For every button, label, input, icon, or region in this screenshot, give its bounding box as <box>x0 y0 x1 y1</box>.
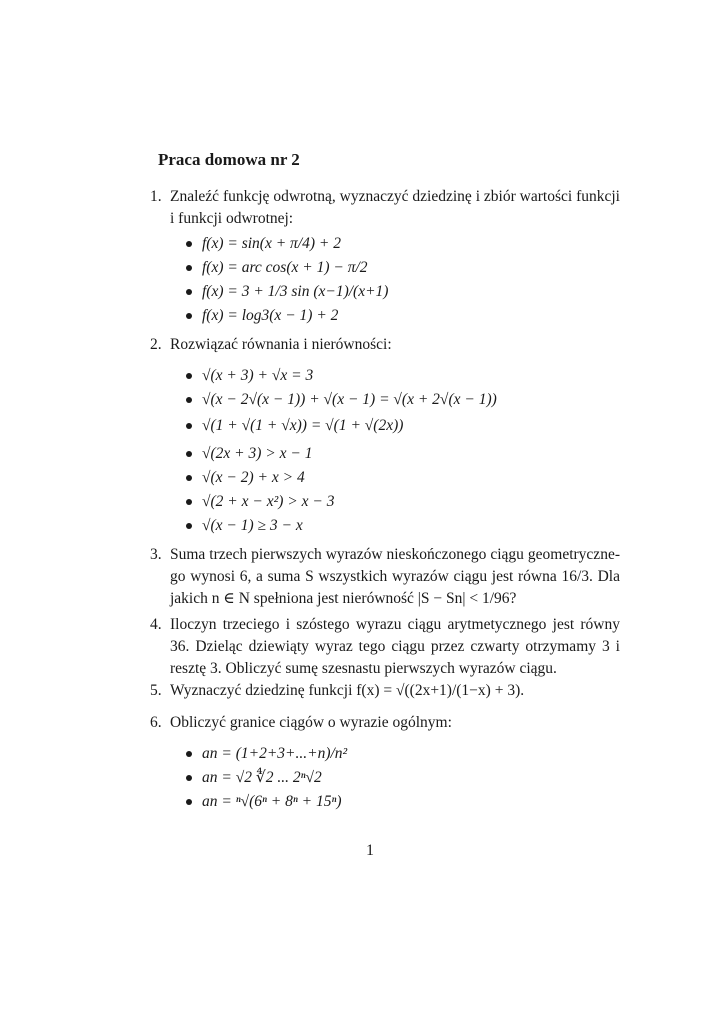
task-number: 3. <box>150 546 162 563</box>
formula: √(2x + 3) > x − 1 <box>202 445 313 462</box>
task-4 <box>150 614 620 680</box>
formula: √(x − 1) ≥ 3 − x <box>202 517 303 534</box>
formula: √(x − 2) + x > 4 <box>202 469 305 486</box>
bullet-icon <box>186 313 192 319</box>
formula: f(x) = log3(x − 1) + 2 <box>202 307 339 324</box>
bullet-icon <box>186 475 192 481</box>
task-6 <box>150 712 620 734</box>
bullet-icon <box>186 775 192 781</box>
task-text: Obliczyć granice ciągów o wyrazie ogólnym: <box>170 714 452 731</box>
bullet-icon <box>186 751 192 757</box>
task-text: Rozwiązać równania i nierówności: <box>170 336 392 353</box>
formula: √(2 + x − x²) > x − 3 <box>202 493 335 510</box>
task-number: 2. <box>150 336 162 353</box>
formula: f(x) = arc cos(x + 1) − π/2 <box>202 259 368 276</box>
bullet-icon <box>186 373 192 379</box>
bullet-icon <box>186 241 192 247</box>
task-1 <box>150 186 620 230</box>
task-2 <box>150 334 620 356</box>
task-number: 6. <box>150 714 162 731</box>
task-text: Suma trzech pierwszych wyrazów nieskończonego ciągu geometrycznego wynosi 6, a suma S wszystkich wyrazów ciągu jest równa 16/3. Dla jakich n ∈ N spełniona jest nierówność |S − Sn| < 1/96? <box>170 546 620 607</box>
bullet-icon <box>186 423 192 429</box>
task-number: 1. <box>150 188 162 205</box>
formula: √(x − 2√(x − 1)) + √(x − 1) = √(x + 2√(x − 1)) <box>202 391 497 408</box>
task-text: Znaleźć funkcję odwrotną, wyznaczyć dziedzinę i zbiór wartości funkcji i funkcji odwrotnej: <box>170 188 620 227</box>
bullet-icon <box>186 289 192 295</box>
formula: an = ⁿ√(6ⁿ + 8ⁿ + 15ⁿ) <box>202 793 342 810</box>
formula: an = √2 ∜2 ... 2ⁿ√2 <box>202 769 322 786</box>
task-3 <box>150 544 620 610</box>
bullet-icon <box>186 523 192 529</box>
page-title: Praca domowa nr 2 <box>158 150 300 169</box>
bullet-icon <box>186 451 192 457</box>
bullet-icon <box>186 397 192 403</box>
formula: √(1 + √(1 + √x)) = √(1 + √(2x)) <box>202 417 404 434</box>
page-number: 1 <box>366 842 374 859</box>
task-number: 5. <box>150 682 162 699</box>
task-text: Wyznaczyć dziedzinę funkcji f(x) = √((2x+1)/(1−x) + 3). <box>170 682 525 699</box>
formula: √(x + 3) + √x = 3 <box>202 367 314 384</box>
task-5 <box>150 680 620 702</box>
bullet-icon <box>186 499 192 505</box>
bullet-icon <box>186 799 192 805</box>
formula: an = (1+2+3+...+n)/n² <box>202 745 348 762</box>
task-number: 4. <box>150 616 162 633</box>
formula: f(x) = 3 + 1/3 sin (x−1)/(x+1) <box>202 283 389 300</box>
task-text: Iloczyn trzeciego i szóstego wyrazu ciągu arytmetycznego jest równy 36. Dzieląc dziewiąty wyraz tego ciągu przez czwarty otrzymamy 3 i resztę 3. Obliczyć sumę szesnastu pierwszych wyrazów ciągu. <box>170 616 620 677</box>
formula: f(x) = sin(x + π/4) + 2 <box>202 235 342 252</box>
bullet-icon <box>186 265 192 271</box>
